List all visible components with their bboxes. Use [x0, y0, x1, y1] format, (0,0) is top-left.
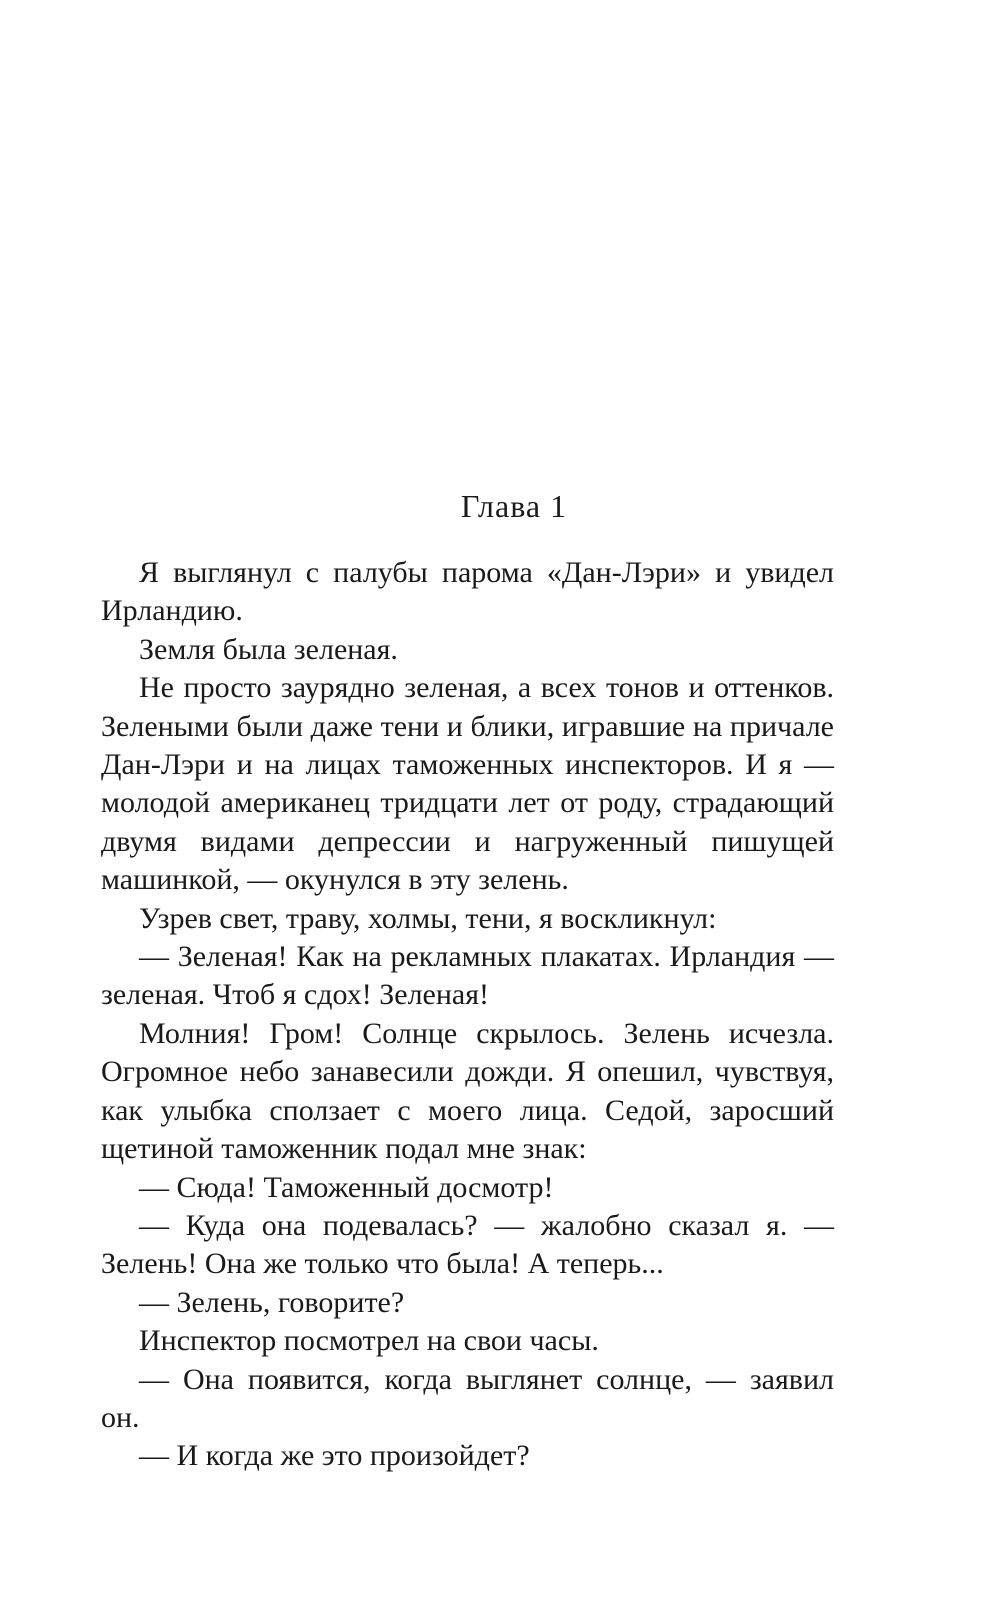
paragraph: Земля была зеленая.: [139, 632, 398, 666]
paragraph: Не просто заурядно зеленая, а всех тонов и оттенков. Зелеными были даже тени и блики, игравшие на причале Дан-Лэри и на лицах таможенных инспекторов. И я — молодой американец тридцати лет от роду, страдающий двумя видами депрессии и нагруженный пишущей машинкой, — окунулся в эту зелень.: [101, 671, 834, 897]
paragraph: Инспектор посмотрел на свои часы.: [139, 1324, 599, 1358]
chapter-text: [101, 554, 834, 1476]
paragraph: — Она появится, когда выглянет солнце, — заявил он.: [101, 1362, 834, 1434]
paragraph: Узрев свет, траву, холмы, тени, я воскликнул:: [139, 901, 717, 935]
paragraph: — Сюда! Таможенный досмотр!: [139, 1170, 554, 1204]
paragraph: — Зеленая! Как на рекламных плакатах. Ирландия — зеленая. Чтоб я сдох! Зеленая!: [101, 940, 834, 1012]
paragraph: Я выглянул с палубы парома «Дан-Лэри» и увидел Ирландию.: [101, 556, 834, 628]
paragraph: — Зелень, говорите?: [139, 1285, 405, 1319]
paragraph: — Куда она подевалась? — жалобно сказал я. — Зелень! Она же только что была! А теперь...: [101, 1208, 834, 1281]
paragraph: Молния! Гром! Солнце скрылось. Зелень исчезла. Огромное небо занавесили дожди. Я опешил, чувствуя, как улыбка сползает с моего лица. Седой, заросший щетиной таможенник подал мне знак:: [101, 1016, 834, 1166]
paragraph: — И когда же это произойдет?: [139, 1439, 530, 1473]
chapter-title: Глава 1: [460, 488, 568, 524]
